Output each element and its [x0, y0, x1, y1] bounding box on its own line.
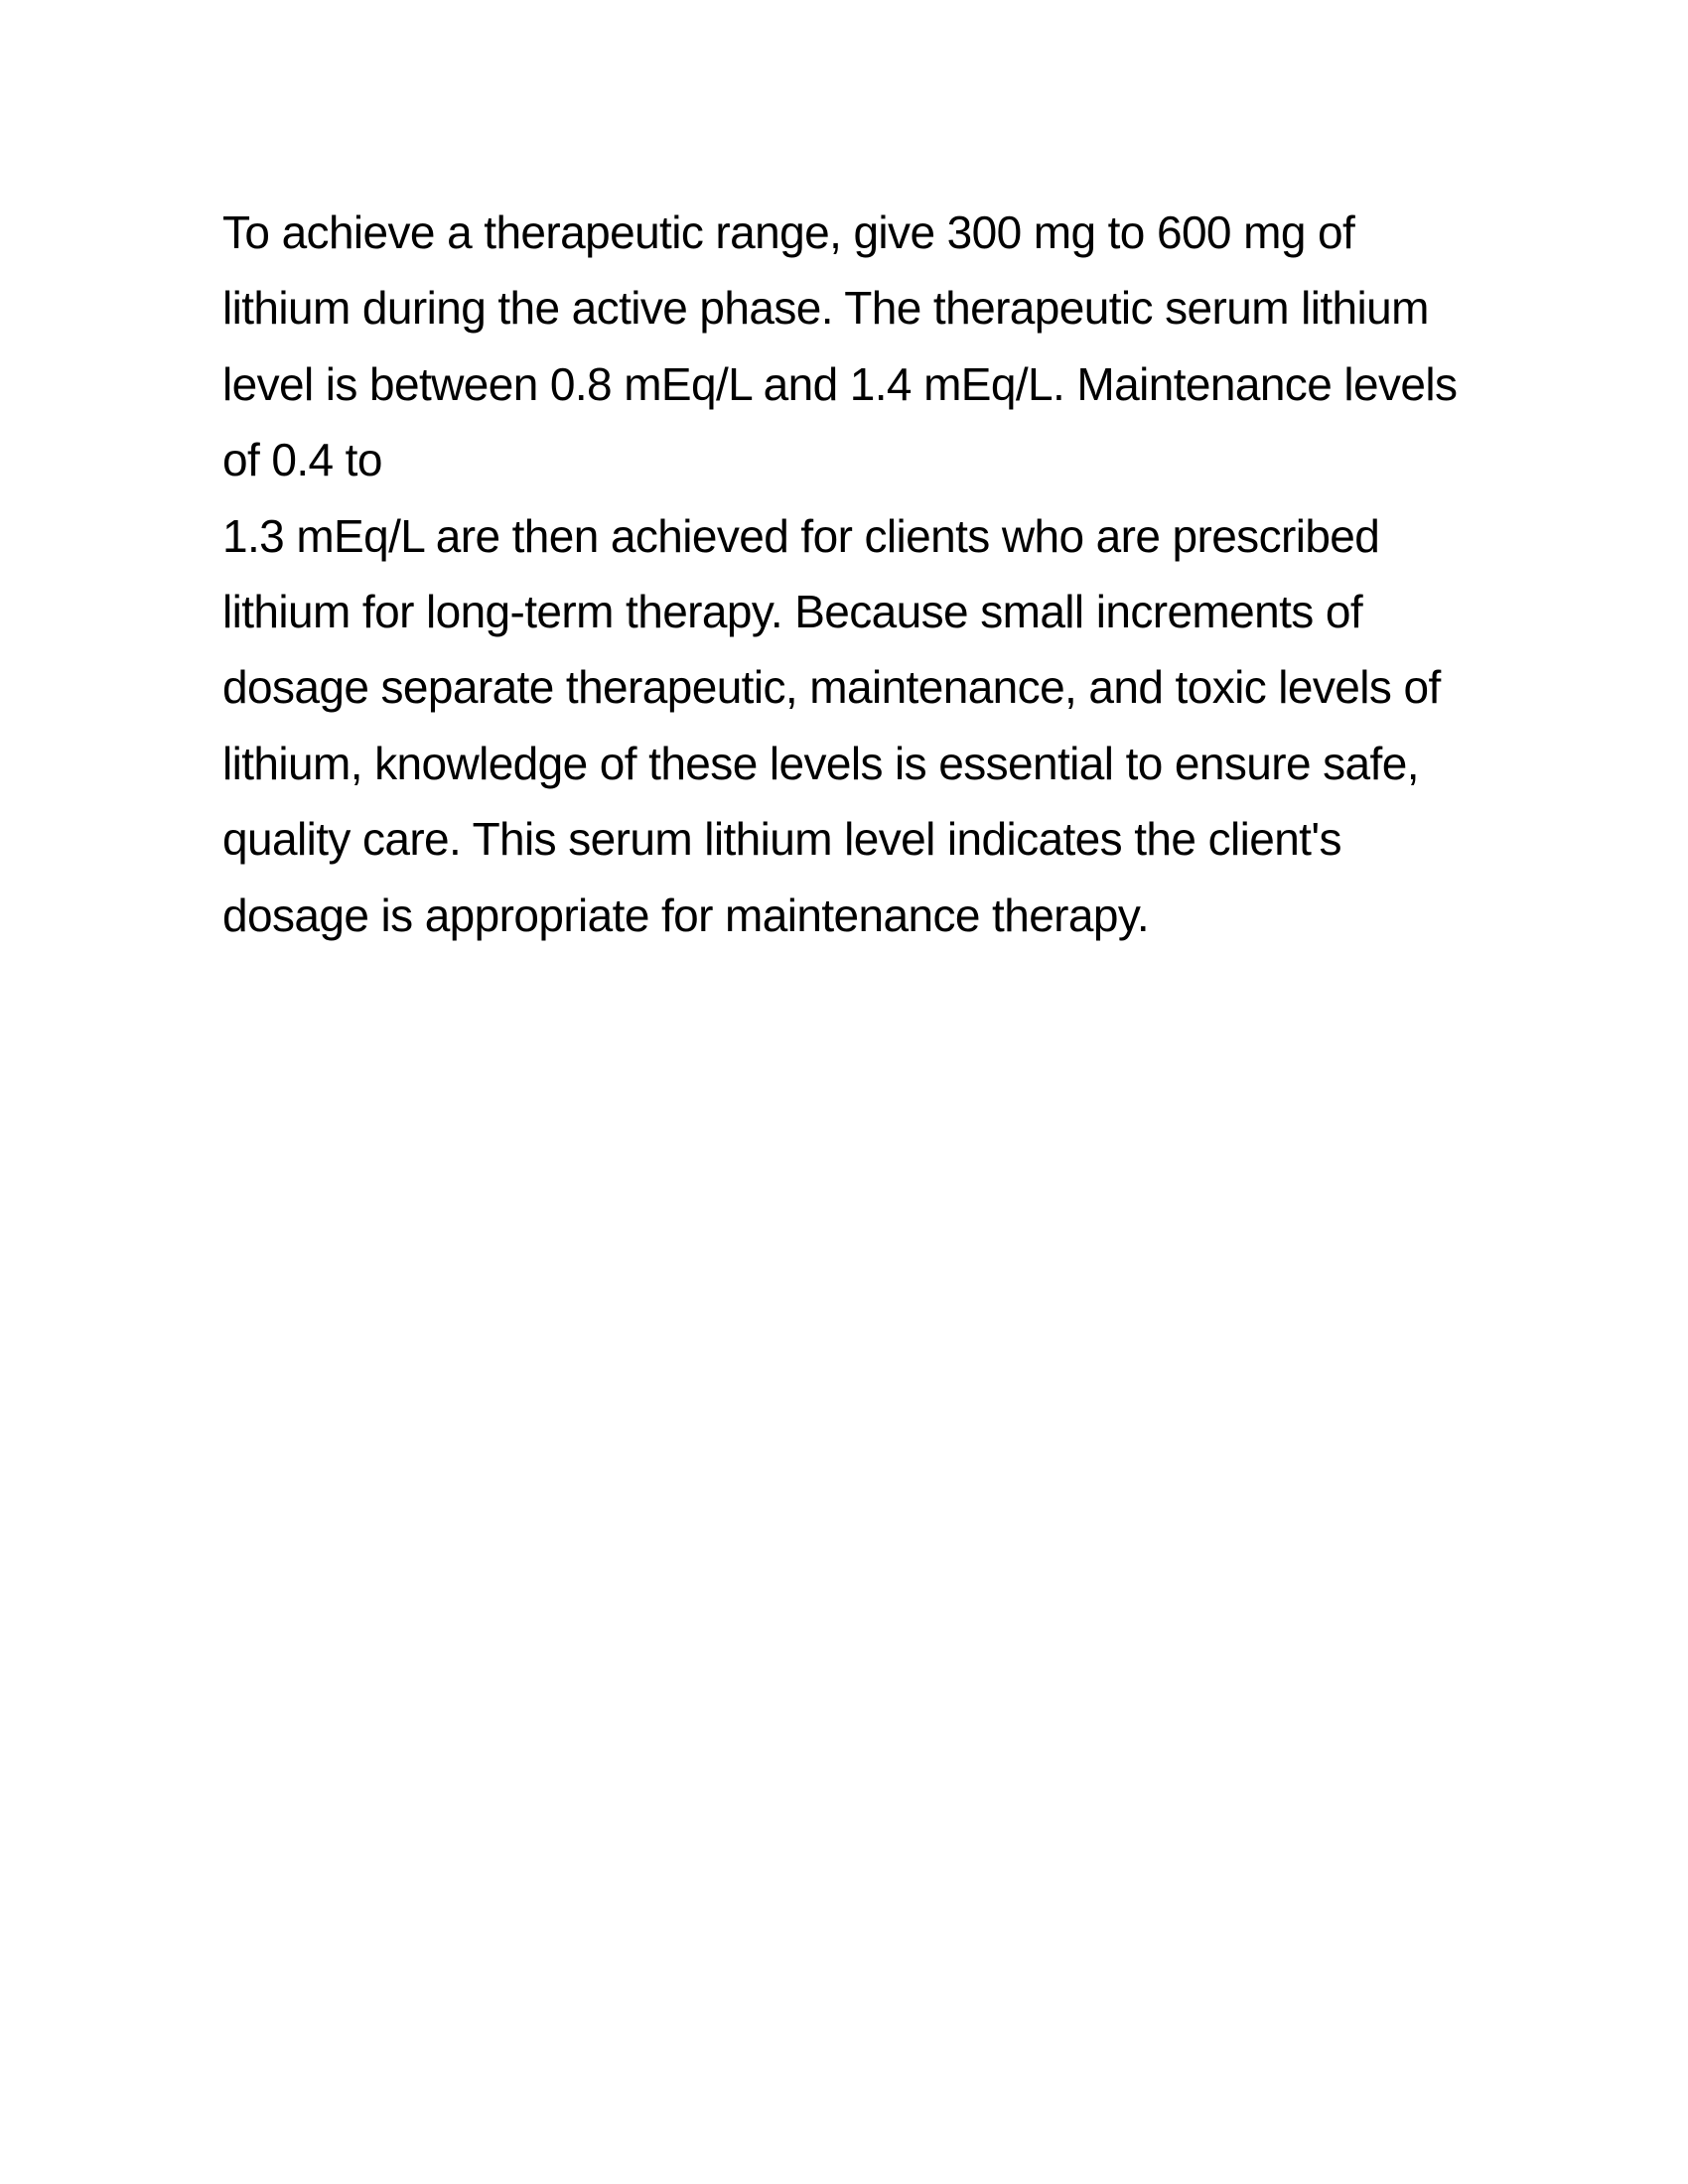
paragraph-line-8: lithium, knowledge of these levels is essential to ensure safe, [222, 737, 1419, 789]
paragraph-line-4: of 0.4 to [222, 434, 382, 486]
paragraph-line-2: lithium during the active phase. The therapeutic serum lithium [222, 282, 1429, 335]
rationale-paragraph [222, 195, 1513, 953]
paragraph-line-7: dosage separate therapeutic, maintenance, and toxic levels of [222, 661, 1441, 714]
paragraph-line-3: level is between 0.8 mEq/L and 1.4 mEq/L. Maintenance levels [222, 357, 1458, 410]
paragraph-line-1: To achieve a therapeutic range, give 300 mg to 600 mg of [222, 206, 1355, 258]
paragraph-line-6: lithium for long-term therapy. Because small increments of [222, 585, 1363, 637]
paragraph-line-9: quality care. This serum lithium level indicates the client's [222, 813, 1341, 866]
paragraph-line-10: dosage is appropriate for maintenance therapy. [222, 888, 1150, 941]
paragraph-line-5: 1.3 mEq/L are then achieved for clients who are prescribed [222, 509, 1380, 562]
